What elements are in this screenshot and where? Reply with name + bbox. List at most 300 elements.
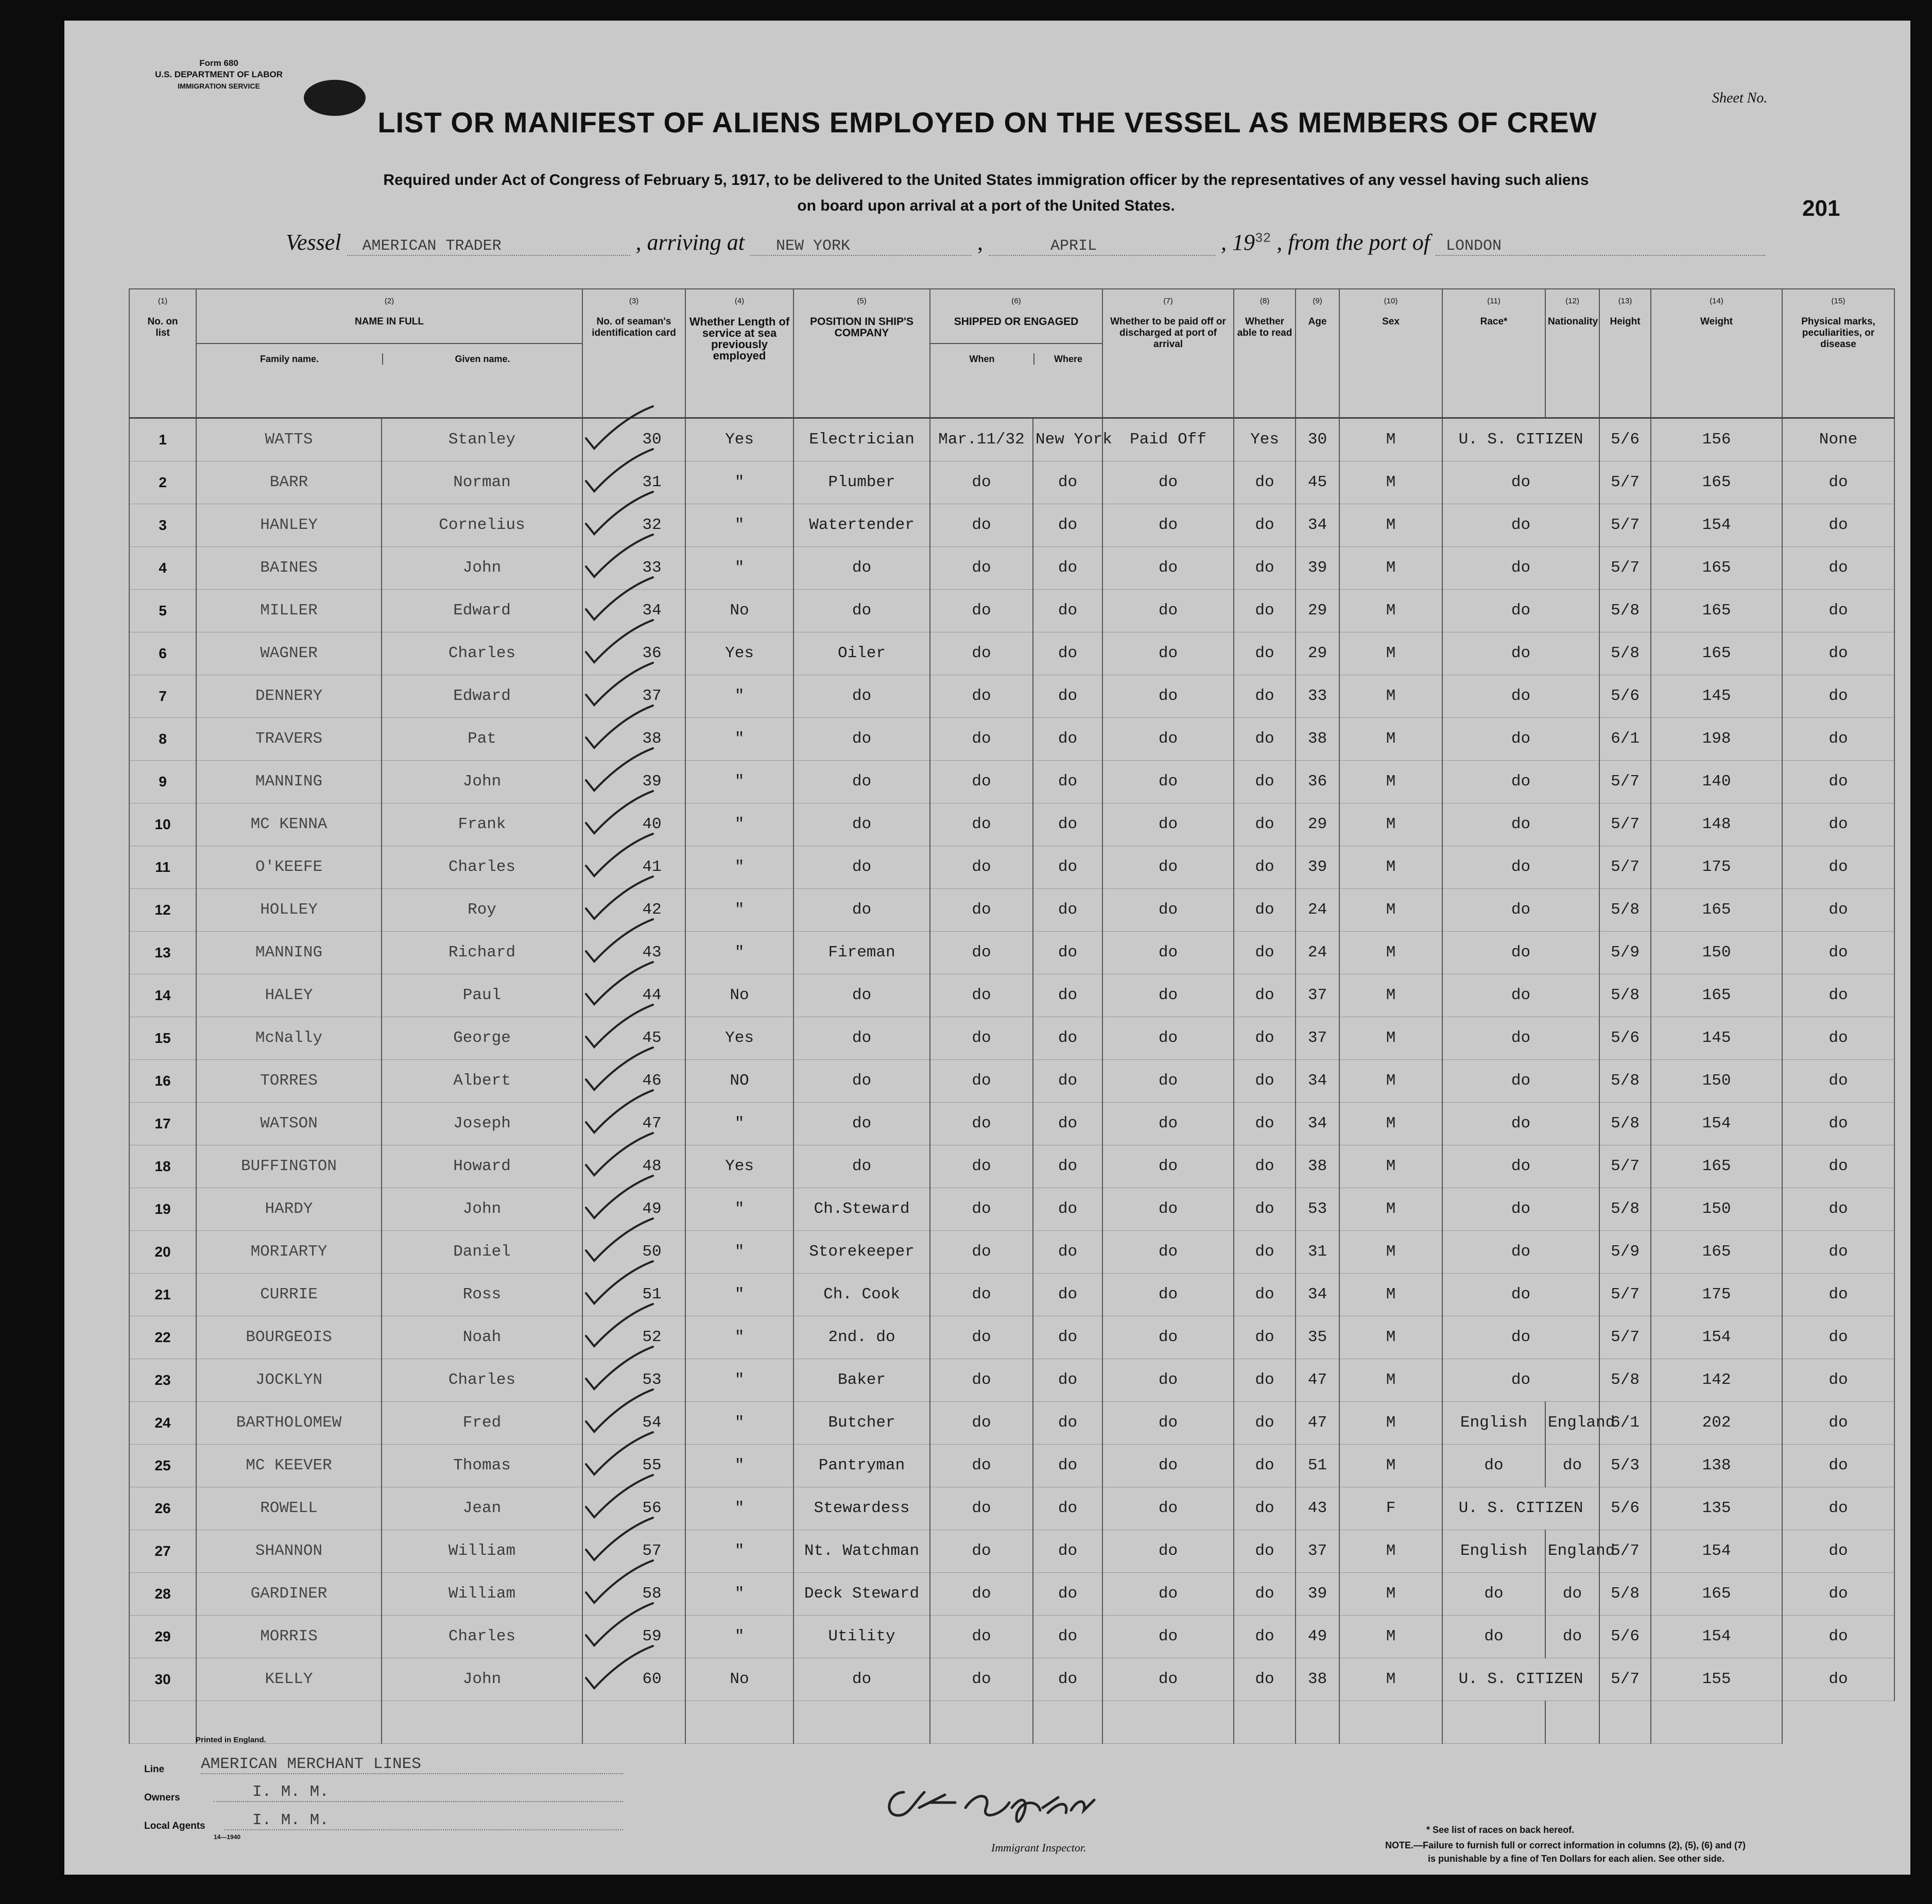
shipped-when-cell: do [930, 1487, 1033, 1530]
card-number: 54 [642, 1414, 662, 1432]
able-to-read-cell: do [1234, 1273, 1296, 1316]
age-cell: 51 [1296, 1444, 1339, 1487]
family-name-cell: BOURGEOIS [196, 1316, 382, 1359]
weight-cell: 154 [1651, 1615, 1782, 1658]
physical-marks-cell: do [1782, 717, 1894, 760]
table-row [129, 675, 1894, 717]
shipped-where-cell: do [1033, 1444, 1102, 1487]
sex-cell: M [1339, 589, 1442, 632]
race-cell: do [1442, 1273, 1599, 1316]
table-row [129, 1487, 1894, 1530]
able-to-read-cell: do [1234, 1230, 1296, 1273]
sex-cell: M [1339, 1615, 1442, 1658]
shipped-where-cell: do [1033, 1572, 1102, 1615]
weight-cell: 150 [1651, 1188, 1782, 1230]
row-number-cell: 6 [129, 632, 196, 675]
seaman-card-number-cell [582, 1658, 685, 1701]
ship-position-cell: Pantryman [794, 1444, 930, 1487]
sex-cell: M [1339, 1059, 1442, 1102]
row-number-cell: 26 [129, 1487, 196, 1530]
shipped-when-cell: do [930, 632, 1033, 675]
given-name-cell: Roy [382, 888, 582, 931]
shipped-where-cell: do [1033, 1401, 1102, 1444]
sex-cell: M [1339, 1017, 1442, 1059]
family-name-cell: WAGNER [196, 632, 382, 675]
col-10-header: (10) Sex [1339, 289, 1442, 418]
age-cell: 34 [1296, 504, 1339, 546]
family-name-cell: BUFFINGTON [196, 1145, 382, 1188]
year-prefix: , 19 [1220, 230, 1255, 255]
row-number-cell: 12 [129, 888, 196, 931]
paid-off-status-cell: do [1102, 1017, 1234, 1059]
inspector-signature [868, 1772, 1177, 1833]
blank-cell [582, 1701, 685, 1743]
sex-cell: M [1339, 1316, 1442, 1359]
col-11-header: (11) Race* [1442, 289, 1545, 418]
weight-cell: 165 [1651, 546, 1782, 589]
given-name-cell: Charles [382, 1359, 582, 1401]
physical-marks-cell: do [1782, 1401, 1894, 1444]
shipped-when-cell: do [930, 504, 1033, 546]
able-to-read-cell: do [1234, 546, 1296, 589]
physical-marks-cell: do [1782, 546, 1894, 589]
card-number: 41 [642, 858, 662, 876]
family-name-cell: MANNING [196, 760, 382, 803]
ship-position-cell: do [794, 1102, 930, 1145]
card-number: 33 [642, 559, 662, 577]
previous-service-cell: No [685, 974, 794, 1017]
family-name-cell: BARR [196, 461, 382, 504]
table-row [129, 1273, 1894, 1316]
shipped-when-cell: do [930, 1188, 1033, 1230]
able-to-read-cell: do [1234, 1316, 1296, 1359]
shipped-where-cell: do [1033, 632, 1102, 675]
paid-off-status-cell: do [1102, 1359, 1234, 1401]
weight-cell: 154 [1651, 504, 1782, 546]
form-header [126, 58, 312, 92]
height-cell: 5/7 [1599, 1530, 1651, 1572]
shipped-where-cell: do [1033, 1359, 1102, 1401]
race-cell: do [1442, 1102, 1599, 1145]
ship-position-cell: Plumber [794, 461, 930, 504]
ship-position-cell: Stewardess [794, 1487, 930, 1530]
previous-service-cell: " [685, 760, 794, 803]
nationality-cell: England [1545, 1530, 1599, 1572]
row-number-cell: 7 [129, 675, 196, 717]
race-cell: English [1442, 1530, 1545, 1572]
card-number: 39 [642, 773, 662, 791]
ship-position-cell: do [794, 717, 930, 760]
shipped-where-cell: do [1033, 717, 1102, 760]
card-number: 48 [642, 1157, 662, 1175]
subtitle-line-2: on board upon arrival at a port of the United States. [797, 197, 1175, 214]
ship-position-cell: do [794, 760, 930, 803]
race-cell: U. S. CITIZEN [1442, 418, 1599, 461]
col-6-header: (6) SHIPPED OR ENGAGED When Where [930, 289, 1102, 418]
shipped-when-cell: do [930, 461, 1033, 504]
table-row [129, 803, 1894, 846]
paid-off-status-cell: do [1102, 931, 1234, 974]
row-number-cell: 23 [129, 1359, 196, 1401]
race-cell: do [1442, 717, 1599, 760]
row-number-cell: 4 [129, 546, 196, 589]
sheet-number: 201 [1802, 196, 1840, 221]
physical-marks-cell: do [1782, 504, 1894, 546]
given-name-cell: Charles [382, 846, 582, 888]
sex-cell: M [1339, 504, 1442, 546]
given-name-cell: Thomas [382, 1444, 582, 1487]
col-13-header: (13) Height [1599, 289, 1651, 418]
paid-off-status-cell: do [1102, 675, 1234, 717]
card-number: 59 [642, 1627, 662, 1645]
agents-label: Local Agents [144, 1821, 205, 1831]
row-number-cell: 2 [129, 461, 196, 504]
previous-service-cell: " [685, 888, 794, 931]
paid-off-status-cell: do [1102, 1059, 1234, 1102]
given-name-cell: Ross [382, 1273, 582, 1316]
table-row [129, 1017, 1894, 1059]
ship-position-cell: Utility [794, 1615, 930, 1658]
card-number: 45 [642, 1029, 662, 1047]
card-number: 56 [642, 1499, 662, 1517]
age-cell: 39 [1296, 846, 1339, 888]
height-cell: 5/6 [1599, 418, 1651, 461]
given-name-cell: Noah [382, 1316, 582, 1359]
shipped-where-cell: do [1033, 1615, 1102, 1658]
card-number: 57 [642, 1542, 662, 1560]
height-cell: 5/3 [1599, 1444, 1651, 1487]
physical-marks-cell: do [1782, 1487, 1894, 1530]
physical-marks-cell: do [1782, 1273, 1894, 1316]
age-cell: 29 [1296, 589, 1339, 632]
table-row [129, 1102, 1894, 1145]
paid-off-status-cell: do [1102, 1401, 1234, 1444]
ship-position-cell: Baker [794, 1359, 930, 1401]
family-name-cell: TRAVERS [196, 717, 382, 760]
shipped-where-cell: do [1033, 760, 1102, 803]
race-note: * See list of races on back hereof. [1426, 1825, 1575, 1835]
ship-position-cell: Storekeeper [794, 1230, 930, 1273]
card-number: 46 [642, 1072, 662, 1090]
height-cell: 5/8 [1599, 888, 1651, 931]
previous-service-cell: " [685, 504, 794, 546]
blank-cell [382, 1701, 582, 1743]
previous-service-cell: " [685, 546, 794, 589]
able-to-read-cell: do [1234, 931, 1296, 974]
ship-position-cell: Oiler [794, 632, 930, 675]
given-name-cell: Daniel [382, 1230, 582, 1273]
family-name-cell: McNally [196, 1017, 382, 1059]
race-cell: do [1442, 461, 1599, 504]
previous-service-cell: Yes [685, 1017, 794, 1059]
shipped-when-cell: do [930, 931, 1033, 974]
physical-marks-cell: do [1782, 461, 1894, 504]
sex-cell: M [1339, 846, 1442, 888]
paid-off-status-cell: do [1102, 888, 1234, 931]
sex-cell: M [1339, 1230, 1442, 1273]
vessel-line: Vessel AMERICAN TRADER , arriving at NEW YORK , APRIL , $19^{32}$ , from the port of LONDON [286, 229, 1831, 256]
able-to-read-cell: do [1234, 461, 1296, 504]
able-to-read-cell: do [1234, 974, 1296, 1017]
ship-position-cell: do [794, 546, 930, 589]
table-row [129, 846, 1894, 888]
physical-marks-cell: do [1782, 1145, 1894, 1188]
sheet-label: Sheet No. [1712, 90, 1768, 106]
given-name-cell: Pat [382, 717, 582, 760]
previous-service-cell: " [685, 1188, 794, 1230]
card-number: 50 [642, 1243, 662, 1261]
table-row [129, 1230, 1894, 1273]
previous-service-cell: " [685, 1444, 794, 1487]
table-row [129, 1615, 1894, 1658]
given-name-cell: Fred [382, 1401, 582, 1444]
physical-marks-cell: do [1782, 888, 1894, 931]
ship-position-cell: do [794, 1658, 930, 1701]
row-number-cell: 27 [129, 1530, 196, 1572]
able-to-read-cell: do [1234, 1359, 1296, 1401]
weight-cell: 148 [1651, 803, 1782, 846]
given-name-cell: John [382, 1658, 582, 1701]
arriving-port: NEW YORK [750, 237, 972, 256]
card-number: 36 [642, 644, 662, 662]
department-label: U.S. DEPARTMENT OF LABOR [154, 70, 283, 79]
age-cell: 34 [1296, 1273, 1339, 1316]
able-to-read-cell: do [1234, 1017, 1296, 1059]
family-name-cell: HALEY [196, 974, 382, 1017]
row-number-cell: 9 [129, 760, 196, 803]
paid-off-status-cell: do [1102, 1572, 1234, 1615]
paid-off-status-cell: do [1102, 846, 1234, 888]
able-to-read-cell: do [1234, 1444, 1296, 1487]
given-name-cell: Frank [382, 803, 582, 846]
sex-cell: M [1339, 1444, 1442, 1487]
sex-cell: M [1339, 675, 1442, 717]
previous-service-cell: NO [685, 1059, 794, 1102]
physical-marks-cell: do [1782, 931, 1894, 974]
table-row [129, 931, 1894, 974]
row-number-cell: 13 [129, 931, 196, 974]
height-cell: 5/7 [1599, 504, 1651, 546]
sex-cell: M [1339, 931, 1442, 974]
previous-service-cell: " [685, 803, 794, 846]
previous-service-cell: " [685, 1316, 794, 1359]
crew-manifest-table [129, 288, 1895, 1744]
height-cell: 5/6 [1599, 1017, 1651, 1059]
shipped-when-cell: do [930, 1572, 1033, 1615]
sex-cell: M [1339, 546, 1442, 589]
physical-marks-cell: do [1782, 1230, 1894, 1273]
physical-marks-cell: do [1782, 1188, 1894, 1230]
previous-service-cell: Yes [685, 632, 794, 675]
sex-cell: M [1339, 1359, 1442, 1401]
ship-position-cell: do [794, 589, 930, 632]
able-to-read-cell: do [1234, 675, 1296, 717]
family-name-cell: MORRIS [196, 1615, 382, 1658]
row-number-cell: 14 [129, 974, 196, 1017]
weight-cell: 165 [1651, 1572, 1782, 1615]
given-name-cell: William [382, 1572, 582, 1615]
previous-service-cell: " [685, 846, 794, 888]
penalty-note-2: is punishable by a fine of Ten Dollars for each alien. See other side. [1428, 1854, 1724, 1864]
height-cell: 5/7 [1599, 461, 1651, 504]
nationality-cell: do [1545, 1615, 1599, 1658]
able-to-read-cell: do [1234, 1615, 1296, 1658]
race-cell: do [1442, 589, 1599, 632]
previous-service-cell: " [685, 1487, 794, 1530]
shipped-when-cell: do [930, 1230, 1033, 1273]
shipped-when-cell: do [930, 1444, 1033, 1487]
family-name-cell: MORIARTY [196, 1230, 382, 1273]
blank-cell [794, 1701, 930, 1743]
previous-service-cell: " [685, 1102, 794, 1145]
ship-position-cell: Fireman [794, 931, 930, 974]
ship-position-cell: Ch. Cook [794, 1273, 930, 1316]
column-header-row [129, 289, 1894, 418]
given-name-cell: John [382, 760, 582, 803]
shipped-when-cell: do [930, 1273, 1033, 1316]
weight-cell: 145 [1651, 1017, 1782, 1059]
shipped-where-cell: do [1033, 546, 1102, 589]
paid-off-status-cell: do [1102, 1188, 1234, 1230]
ship-position-cell: do [794, 846, 930, 888]
paid-off-status-cell: do [1102, 1444, 1234, 1487]
able-to-read-cell: do [1234, 1658, 1296, 1701]
ship-position-cell: do [794, 803, 930, 846]
where-subheader: Where [1054, 354, 1083, 364]
service-label: IMMIGRATION SERVICE [178, 82, 260, 90]
paid-off-status-cell: Paid Off [1102, 418, 1234, 461]
previous-service-cell: " [685, 1230, 794, 1273]
table-row [129, 1530, 1894, 1572]
race-cell: do [1442, 1572, 1545, 1615]
height-cell: 5/7 [1599, 803, 1651, 846]
row-number-cell: 21 [129, 1273, 196, 1316]
height-cell: 5/8 [1599, 1359, 1651, 1401]
sex-cell: M [1339, 461, 1442, 504]
physical-marks-cell: do [1782, 1359, 1894, 1401]
height-cell: 5/7 [1599, 546, 1651, 589]
race-cell: English [1442, 1401, 1545, 1444]
col-15-header: (15) Physical marks, peculiarities, or disease [1782, 289, 1894, 418]
nationality-cell: do [1545, 1572, 1599, 1615]
card-number: 42 [642, 901, 662, 919]
blank-cell [1339, 1701, 1442, 1743]
row-number-cell: 17 [129, 1102, 196, 1145]
card-number: 52 [642, 1328, 662, 1346]
shipped-where-cell: do [1033, 1017, 1102, 1059]
paid-off-status-cell: do [1102, 1658, 1234, 1701]
family-name-cell: WATSON [196, 1102, 382, 1145]
row-number-cell: 16 [129, 1059, 196, 1102]
blank-cell [1102, 1701, 1234, 1743]
sex-cell: M [1339, 632, 1442, 675]
able-to-read-cell: do [1234, 717, 1296, 760]
age-cell: 53 [1296, 1188, 1339, 1230]
ship-position-cell: do [794, 675, 930, 717]
given-name-subheader: Given name. [455, 354, 510, 364]
previous-service-cell: " [685, 461, 794, 504]
blank-cell [1234, 1701, 1296, 1743]
table-row [129, 717, 1894, 760]
height-cell: 5/7 [1599, 1145, 1651, 1188]
row-number-cell: 24 [129, 1401, 196, 1444]
family-name-cell: SHANNON [196, 1530, 382, 1572]
col-9-header: (9) Age [1296, 289, 1339, 418]
shipped-where-cell: do [1033, 1145, 1102, 1188]
shipped-when-cell: do [930, 1359, 1033, 1401]
shipped-where-cell: do [1033, 1230, 1102, 1273]
sex-cell: M [1339, 1572, 1442, 1615]
family-name-subheader: Family name. [197, 353, 383, 365]
given-name-cell: Cornelius [382, 504, 582, 546]
weight-cell: 154 [1651, 1102, 1782, 1145]
physical-marks-cell: do [1782, 1530, 1894, 1572]
col-14-header: (14) Weight [1651, 289, 1782, 418]
physical-marks-cell: do [1782, 803, 1894, 846]
card-number: 51 [642, 1285, 662, 1303]
age-cell: 37 [1296, 1530, 1339, 1572]
shipped-when-cell: do [930, 589, 1033, 632]
table-row [129, 1188, 1894, 1230]
line-value: AMERICAN MERCHANT LINES [201, 1755, 623, 1774]
card-number: 49 [642, 1200, 662, 1218]
col-7-header: (7) Whether to be paid off or discharged at port of arrival [1102, 289, 1234, 418]
height-cell: 6/1 [1599, 1401, 1651, 1444]
ship-position-cell: do [794, 1017, 930, 1059]
row-number-cell: 18 [129, 1145, 196, 1188]
previous-service-cell: No [685, 589, 794, 632]
sex-cell: M [1339, 1401, 1442, 1444]
family-name-cell: TORRES [196, 1059, 382, 1102]
weight-cell: 142 [1651, 1359, 1782, 1401]
weight-cell: 165 [1651, 461, 1782, 504]
age-cell: 45 [1296, 461, 1339, 504]
row-number-cell: 11 [129, 846, 196, 888]
sex-cell: M [1339, 888, 1442, 931]
weight-cell: 138 [1651, 1444, 1782, 1487]
sex-cell: M [1339, 974, 1442, 1017]
family-name-cell: MC KEEVER [196, 1444, 382, 1487]
sex-cell: F [1339, 1487, 1442, 1530]
vessel-name: AMERICAN TRADER [347, 237, 630, 256]
shipped-where-cell: do [1033, 1658, 1102, 1701]
sex-cell: M [1339, 760, 1442, 803]
previous-service-cell: " [685, 931, 794, 974]
previous-service-cell: Yes [685, 418, 794, 461]
age-cell: 29 [1296, 803, 1339, 846]
ship-position-cell: 2nd. do [794, 1316, 930, 1359]
shipped-where-cell: do [1033, 589, 1102, 632]
row-number-cell: 5 [129, 589, 196, 632]
shipped-where-cell: do [1033, 846, 1102, 888]
row-number-cell: 1 [129, 418, 196, 461]
age-cell: 34 [1296, 1059, 1339, 1102]
physical-marks-cell: do [1782, 1316, 1894, 1359]
shipped-where-cell: do [1033, 931, 1102, 974]
family-name-cell: O'KEEFE [196, 846, 382, 888]
form-code: 14—1940 [214, 1833, 241, 1841]
check-mark-icon [581, 1641, 658, 1697]
sex-cell: M [1339, 717, 1442, 760]
ship-position-cell: Butcher [794, 1401, 930, 1444]
able-to-read-cell: do [1234, 589, 1296, 632]
family-name-cell: ROWELL [196, 1487, 382, 1530]
ship-position-cell: Deck Steward [794, 1572, 930, 1615]
family-name-cell: WATTS [196, 418, 382, 461]
family-name-cell: JOCKLYN [196, 1359, 382, 1401]
height-cell: 5/8 [1599, 1572, 1651, 1615]
age-cell: 39 [1296, 1572, 1339, 1615]
